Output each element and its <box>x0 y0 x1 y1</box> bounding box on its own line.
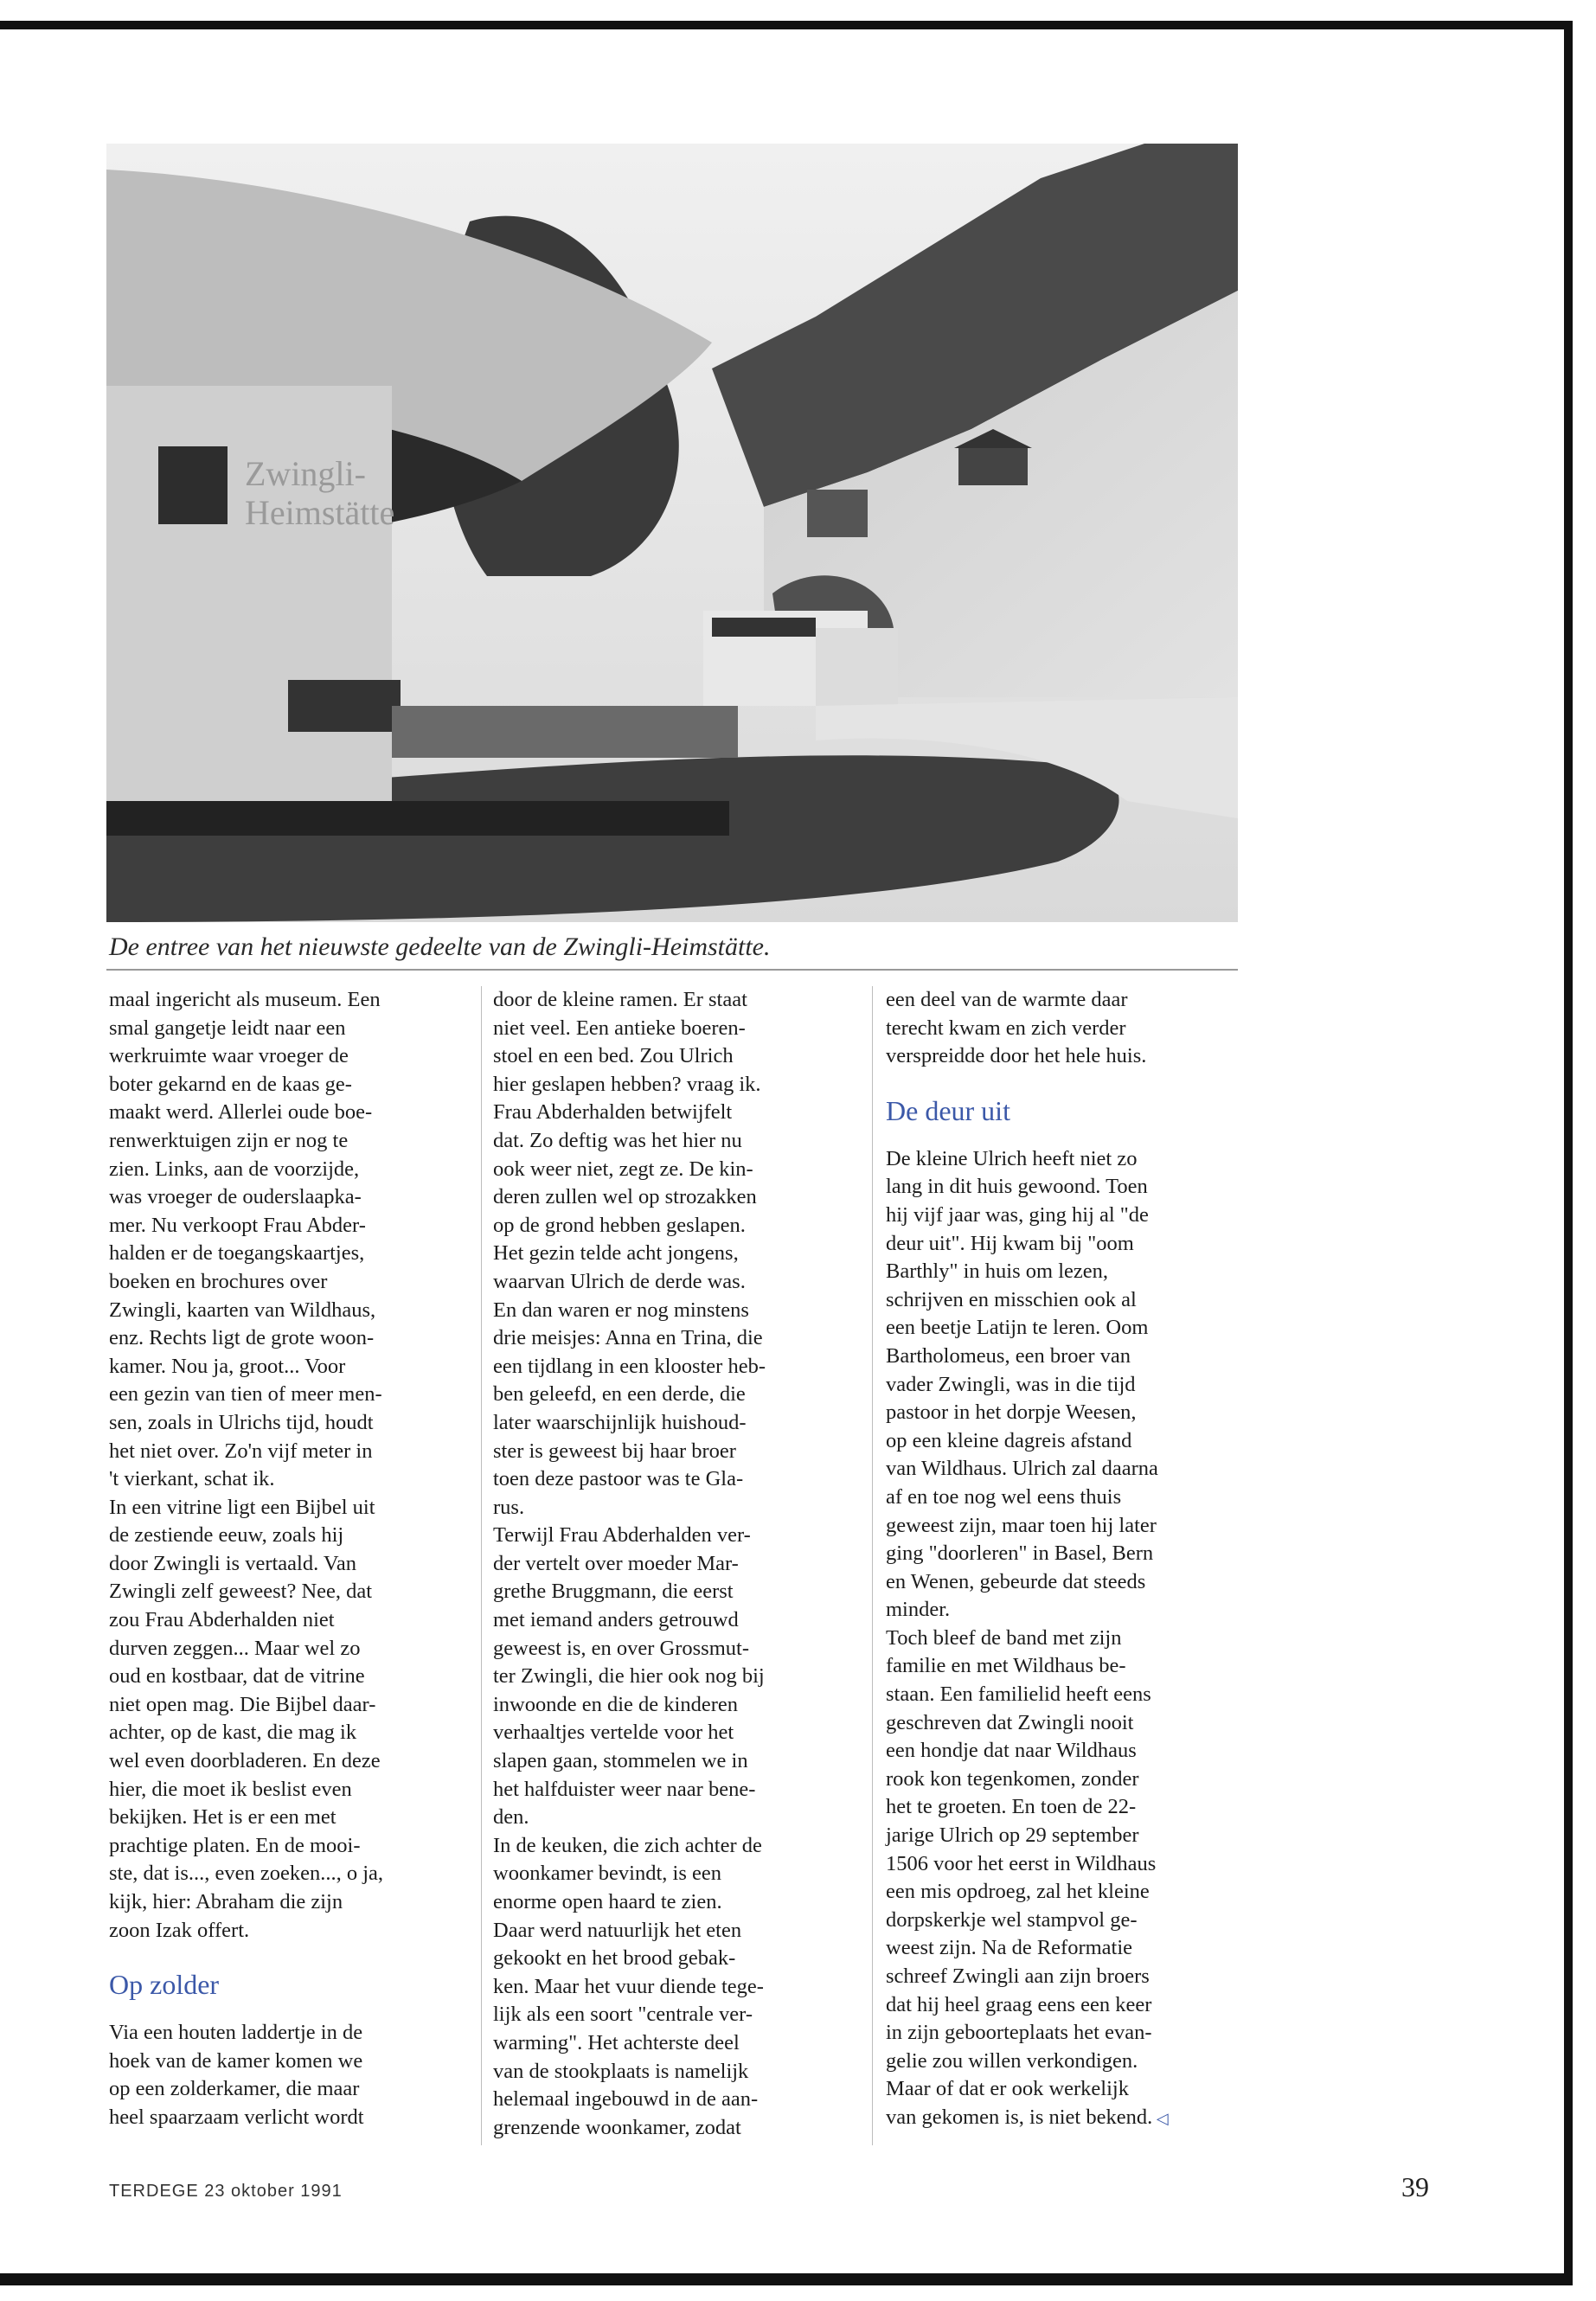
text-line: af en toe nog wel eens thuis <box>886 1484 1122 1509</box>
text-line: door Zwingli is vertaald. Van <box>109 1551 357 1575</box>
text-line: dat. Zo deftig was het hier nu <box>493 1128 742 1152</box>
text-line: heel spaarzaam verlicht wordt <box>109 2105 364 2129</box>
text-line: In een vitrine ligt een Bijbel uit <box>109 1495 375 1519</box>
farmhouse <box>807 490 868 537</box>
text-line: dat hij heel graag eens een keer <box>886 1992 1152 2016</box>
text-line: ging "doorleren" in Basel, Bern <box>886 1541 1154 1566</box>
column-divider-1 <box>481 986 482 2145</box>
text-line: rus. <box>493 1495 525 1519</box>
text-line: waarvan Ulrich de derde was. <box>493 1269 746 1293</box>
text-line: en Wenen, gebeurde dat steeds <box>886 1569 1146 1593</box>
text-line: van Wildhaus. Ulrich zal daarna <box>886 1457 1158 1481</box>
text-line: ste, dat is..., even zoeken..., o ja, <box>109 1862 384 1886</box>
text-line: helemaal ingebouwd in de aan- <box>493 2087 759 2112</box>
column-3-text <box>886 986 1242 1071</box>
text-line: schrijven en misschien ook al <box>886 1287 1137 1311</box>
text-line: 1506 voor het eerst in Wildhaus <box>886 1851 1157 1875</box>
column-1-text <box>109 986 465 1945</box>
text-line: op een zolderkamer, die maar <box>109 2077 360 2101</box>
text-line: durven zeggen... Maar wel zo <box>109 1636 361 1660</box>
caption-rule <box>106 969 1238 971</box>
building-wall <box>106 386 395 818</box>
article-column-2 <box>493 986 849 2145</box>
text-line: een beetje Latijn te leren. Oom <box>886 1316 1149 1340</box>
text-line: niet veel. Een antieke boeren- <box>493 1016 746 1040</box>
text-line: boeken en brochures over <box>109 1269 328 1293</box>
text-line: familie en met Wildhaus be- <box>886 1654 1126 1678</box>
text-line: ster is geweest bij haar broer <box>493 1439 736 1463</box>
text-line: het niet over. Zo'n vijf meter in <box>109 1439 373 1463</box>
text-line: ken. Maar het vuur diende tege- <box>493 1974 764 1998</box>
terrace <box>106 801 729 836</box>
text-line: met iemand anders getrouwd <box>493 1608 739 1632</box>
text-line: kijk, hier: Abraham die zijn <box>109 1890 343 1913</box>
text-line: vader Zwingli, was in die tijd <box>886 1372 1136 1396</box>
column-1-text-after <box>109 2019 465 2131</box>
text-line: rook kon tegenkomen, zonder <box>886 1766 1139 1791</box>
text-line: mer. Nu verkoopt Frau Abder- <box>109 1213 366 1237</box>
column-2-text <box>493 986 849 2142</box>
text-line: hier geslapen hebben? vraag ik. <box>493 1072 761 1096</box>
text-line: later waarschijnlijk huishoud- <box>493 1410 747 1434</box>
text-line: terecht kwam en zich verder <box>886 1016 1126 1040</box>
text-line: van de stookplaats is namelijk <box>493 2059 749 2083</box>
text-line: grethe Bruggmann, die eerst <box>493 1580 734 1604</box>
text-line: maakt werd. Allerlei oude boe- <box>109 1100 373 1125</box>
text-line: enz. Rechts ligt de grote woon- <box>109 1326 375 1350</box>
text-line: jarige Ulrich op 29 september <box>886 1823 1139 1848</box>
text-line: toen deze pastoor was te Gla- <box>493 1467 744 1491</box>
column-divider-2 <box>872 986 873 2145</box>
article-column-1 <box>109 986 465 2145</box>
text-line: zou Frau Abderhalden niet <box>109 1608 335 1632</box>
text-line: van gekomen is, is niet bekend. ◁ <box>886 2105 1169 2129</box>
text-line: Zwingli, kaarten van Wildhaus, <box>109 1298 376 1322</box>
text-line: schreef Zwingli aan zijn broers <box>886 1965 1150 1988</box>
text-line: der vertelt over moeder Mar- <box>493 1551 739 1575</box>
text-line: sen, zoals in Ulrichs tijd, houdt <box>109 1410 374 1434</box>
text-line: halden er de toegangskaartjes, <box>109 1241 365 1266</box>
top-border-rule <box>0 21 1573 29</box>
text-line: Via een houten laddertje in de <box>109 2021 363 2045</box>
text-line: Maar of dat er ook werkelijk <box>886 2077 1129 2101</box>
bench <box>288 680 401 732</box>
text-line: In de keuken, die zich achter de <box>493 1833 762 1857</box>
text-line: hoek van de kamer komen we <box>109 2048 363 2073</box>
subhead-op-zolder: Op zolder <box>109 1969 220 2001</box>
article-column-3 <box>886 986 1242 2145</box>
right-border-rule <box>1564 21 1573 2279</box>
text-line: hij vijf jaar was, ging hij al "de <box>886 1202 1149 1227</box>
text-line: prachtige platen. En de mooi- <box>109 1833 361 1857</box>
bottom-border-rule <box>0 2273 1573 2285</box>
text-line: dorpskerkje wel stampvol ge- <box>886 1907 1138 1932</box>
text-line: minder. <box>886 1598 951 1622</box>
barn <box>958 446 1028 485</box>
railing <box>392 706 738 758</box>
text-line: ter Zwingli, die hier ook nog bij <box>493 1664 765 1689</box>
text-line: Terwijl Frau Abderhalden ver- <box>493 1523 751 1548</box>
text-line: warming". Het achterste deel <box>493 2030 740 2054</box>
text-line: verhaaltjes vertelde voor het <box>493 1721 734 1745</box>
text-line: grenzende woonkamer, zodat <box>493 2115 741 2139</box>
text-line: door de kleine ramen. Er staat <box>493 988 747 1011</box>
text-line: een deel van de warmte daar <box>886 988 1128 1011</box>
text-line: verspreidde door het hele huis. <box>886 1044 1147 1068</box>
text-line: een tijdlang in een klooster heb- <box>493 1354 766 1378</box>
text-line: weest zijn. Na de Reformatie <box>886 1936 1133 1960</box>
text-line: geschreven dat Zwingli nooit <box>886 1710 1134 1734</box>
text-line: ben geleefd, en een derde, die <box>493 1382 746 1407</box>
text-line: woonkamer bevindt, is een <box>493 1862 721 1886</box>
text-line: ook weer niet, zegt ze. De kin- <box>493 1157 753 1181</box>
text-line: een hondje dat naar Wildhaus <box>886 1739 1137 1763</box>
text-line: niet open mag. Die Bijbel daar- <box>109 1692 376 1716</box>
text-line: lijk als een soort "centrale ver- <box>493 2003 753 2027</box>
end-mark-icon: ◁ <box>1152 2109 1169 2127</box>
text-line: maal ingericht als museum. Een <box>109 988 381 1011</box>
text-line: De kleine Ulrich heeft niet zo <box>886 1146 1138 1170</box>
text-line: Frau Abderhalden betwijfelt <box>493 1100 733 1125</box>
building-window <box>158 446 228 524</box>
text-line: Barthly" in huis om lezen, <box>886 1259 1108 1284</box>
text-line: in zijn geboorteplaats het evan- <box>886 2021 1152 2045</box>
text-line: Bartholomeus, een broer van <box>886 1343 1131 1368</box>
photo-illustration <box>106 144 1238 922</box>
text-line: een mis opdroeg, zal het kleine <box>886 1880 1150 1904</box>
text-line: deur uit". Hij kwam bij "oom <box>886 1231 1134 1255</box>
text-line: kamer. Nou ja, groot... Voor <box>109 1354 346 1378</box>
photo-caption: De entree van het nieuwste gedeelte van de Zwingli-Heimstätte. <box>109 933 771 961</box>
text-line: boter gekarnd en de kaas ge- <box>109 1072 352 1096</box>
text-line: lang in dit huis gewoond. Toen <box>886 1175 1148 1199</box>
text-line: het te groeten. En toen de 22- <box>886 1795 1137 1819</box>
text-line: zien. Links, aan de voorzijde, <box>109 1157 360 1181</box>
text-line: oud en kostbaar, dat de vitrine <box>109 1664 365 1689</box>
text-line: inwoonde en die de kinderen <box>493 1692 739 1716</box>
text-line: achter, op de kast, die mag ik <box>109 1721 357 1745</box>
text-line: En dan waren er nog minstens <box>493 1298 749 1322</box>
publication-footer: TERDEGE 23 oktober 1991 <box>109 2182 343 2201</box>
text-line: op een kleine dagreis afstand <box>886 1428 1132 1452</box>
subhead-de-deur-uit: De deur uit <box>886 1094 1010 1126</box>
text-line: slapen gaan, stommelen we in <box>493 1749 748 1773</box>
page-number: 39 <box>1401 2171 1429 2202</box>
text-line: de zestiende eeuw, zoals hij <box>109 1523 344 1548</box>
text-line: zoon Izak offert. <box>109 1918 250 1942</box>
text-line: smal gangetje leidt naar een <box>109 1016 346 1040</box>
text-line: 't vierkant, schat ik. <box>109 1467 275 1491</box>
text-line: deren zullen wel op strozakken <box>493 1185 757 1209</box>
text-line: Daar werd natuurlijk het eten <box>493 1918 742 1942</box>
text-line: Zwingli zelf geweest? Nee, dat <box>109 1580 373 1604</box>
text-line: op de grond hebben geslapen. <box>493 1213 746 1237</box>
text-line: werkruimte waar vroeger de <box>109 1044 349 1068</box>
text-line: drie meisjes: Anna en Trina, die <box>493 1326 763 1350</box>
entrance-photo <box>106 144 1238 922</box>
text-line: Toch bleef de band met zijn <box>886 1625 1122 1650</box>
text-line: stoel en een bed. Zou Ulrich <box>493 1044 734 1068</box>
text-line: hier, die moet ik beslist even <box>109 1777 352 1801</box>
text-line: gekookt en het brood gebak- <box>493 1946 736 1971</box>
text-line: bekijken. Het is er een met <box>109 1805 337 1830</box>
sign-text-1: Zwingli- <box>245 454 366 493</box>
sign-text-2: Heimstätte <box>245 493 395 532</box>
text-line: geweest is, en over Grossmut- <box>493 1636 749 1660</box>
text-line: wel even doorbladeren. En deze <box>109 1749 381 1773</box>
text-line: het halfduister weer naar bene- <box>493 1777 756 1801</box>
text-line: een gezin van tien of meer men- <box>109 1382 382 1407</box>
text-line: Het gezin telde acht jongens, <box>493 1241 739 1266</box>
text-line: gelie zou willen verkondigen. <box>886 2048 1138 2073</box>
text-line: geweest zijn, maar toen hij later <box>886 1513 1157 1537</box>
text-line: was vroeger de ouderslaapka- <box>109 1185 362 1209</box>
text-line: staan. Een familielid heeft eens <box>886 1682 1151 1707</box>
text-line: pastoor in het dorpje Weesen, <box>886 1400 1137 1425</box>
text-line: renwerktuigen zijn er nog te <box>109 1128 349 1152</box>
column-3-text-after <box>886 1145 1242 2133</box>
text-line: den. <box>493 1805 529 1830</box>
text-line: enorme open haard te zien. <box>493 1890 722 1913</box>
